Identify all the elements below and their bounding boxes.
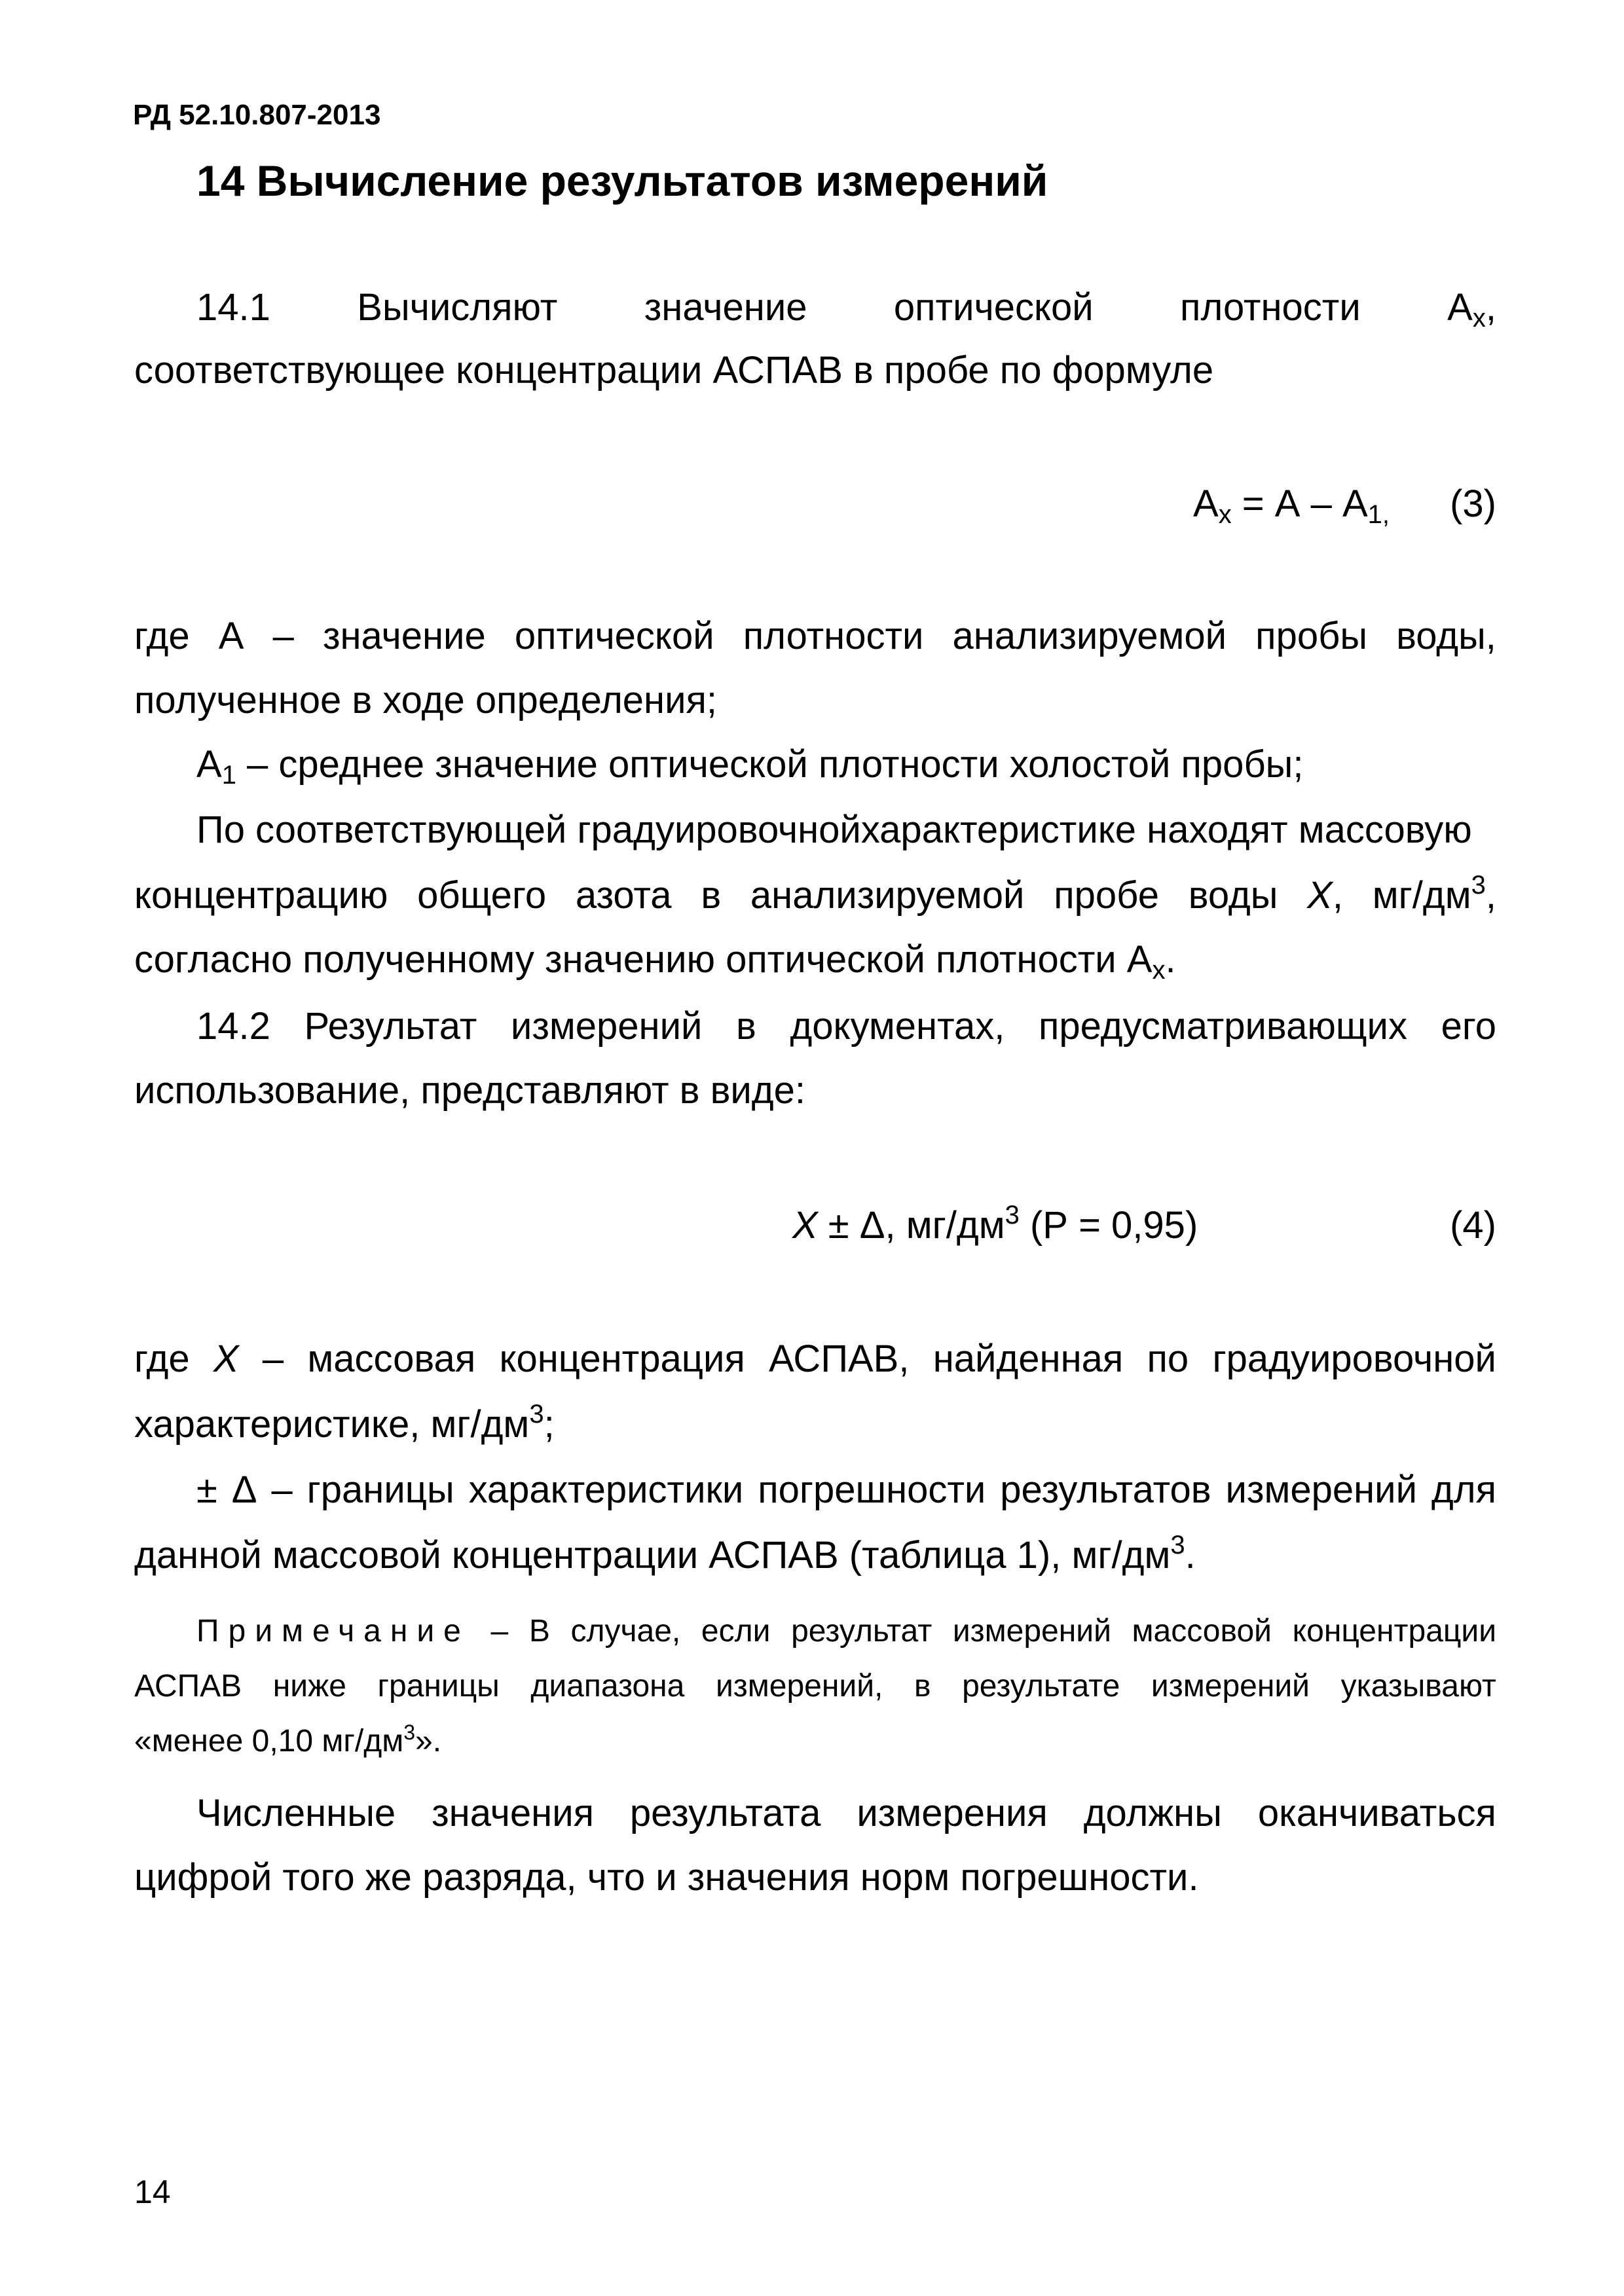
word: массовая: [307, 1338, 476, 1380]
word: АСПАВ,: [769, 1338, 910, 1380]
word: случае,: [570, 1614, 681, 1649]
word: концентрацию: [134, 874, 388, 917]
grad-line-1: [196, 797, 1496, 863]
word: массовой: [1132, 1614, 1272, 1649]
document-code: РД 52.10.807-2013: [133, 99, 381, 131]
word: для: [1431, 1468, 1496, 1511]
page-number: 14: [134, 2174, 171, 2210]
word: результат: [791, 1614, 932, 1649]
where-x-line-2: характеристике, $мг/дм^3$;: [134, 1400, 555, 1446]
word: АСПАВ: [134, 1669, 242, 1704]
word: анализируемой: [750, 874, 1025, 917]
word: Численные: [196, 1792, 396, 1834]
word: концентрации: [1292, 1614, 1496, 1649]
word: найденная: [932, 1338, 1124, 1380]
word: предусматривающих: [1039, 1005, 1407, 1048]
equation-number-4: (4): [1450, 1204, 1496, 1247]
word: –: [272, 615, 294, 657]
word: результате: [962, 1669, 1120, 1704]
word: ±: [196, 1468, 217, 1511]
paragraph-14-2-line-1: [196, 994, 1496, 1059]
word: измерений: [952, 1614, 1111, 1649]
word: пробе: [1054, 874, 1159, 917]
note-line-1: [196, 1604, 1496, 1659]
grad-line-3: согласно полученному значению оптической плотности $А_х$.: [134, 938, 1176, 985]
final-line-1: [196, 1781, 1496, 1846]
note-line-3: «менее 0,10 мг/дм$^3$».: [134, 1721, 442, 1758]
section-title: 14 Вычисление результатов измерений: [196, 156, 1048, 205]
word: концентрация: [499, 1338, 745, 1380]
where-a1-line: $А_1$ – среднее значение оптической плотности холостой пробы;: [196, 743, 1304, 790]
paragraph-14-1-line-1: [196, 275, 1496, 340]
symbol-x: X: [213, 1338, 239, 1380]
word: значения: [432, 1792, 594, 1834]
word: по: [1147, 1338, 1189, 1380]
word: измерения: [857, 1792, 1048, 1834]
word: азота: [575, 874, 672, 917]
paragraph-14-1-line-2: соответствующее концентрации АСПАВ в пробе по формуле: [134, 349, 1214, 392]
word: указывают: [1340, 1669, 1496, 1704]
word: общего: [417, 874, 547, 917]
word: его: [1441, 1005, 1496, 1048]
clause-number: 14.2: [196, 1005, 270, 1048]
word: градуировочной: [1212, 1338, 1496, 1380]
where-delta-line-2: данной массовой концентрации АСПАВ (таблица 1), $мг/дм^3$.: [134, 1531, 1196, 1576]
word: анализируемой: [952, 615, 1227, 657]
word: Δ: [231, 1468, 257, 1511]
note-line-2: [134, 1659, 1496, 1714]
clause-number: 14.1: [196, 286, 270, 329]
word: погрешности: [758, 1468, 986, 1511]
word: границы: [377, 1669, 500, 1704]
word: А: [218, 615, 244, 657]
where-delta-line-1: [196, 1457, 1496, 1523]
word: измерений: [1151, 1669, 1310, 1704]
word: измерений: [1225, 1468, 1417, 1511]
note-label: Примечание: [196, 1614, 470, 1649]
word: оканчиваться: [1257, 1792, 1496, 1834]
word: пробы: [1255, 615, 1367, 657]
where-a-line-1: [134, 604, 1496, 669]
word: в: [701, 874, 722, 917]
word: результатов: [1000, 1468, 1211, 1511]
word: Вычисляют: [357, 286, 558, 329]
where-x-line-1: [134, 1326, 1496, 1392]
word: результата: [629, 1792, 821, 1834]
equation-number-3: (3): [1450, 483, 1496, 525]
grad-line-2: [134, 863, 1496, 928]
symbol-x: X,: [1307, 874, 1343, 917]
word: оптической: [514, 615, 714, 657]
word: где: [134, 615, 190, 657]
word: Результат: [304, 1005, 477, 1048]
where-a-line-2: полученное в ходе определения;: [134, 679, 717, 721]
word: плотности: [743, 615, 924, 657]
word: значение: [322, 615, 486, 657]
word: ниже: [272, 1669, 346, 1704]
word: границы: [306, 1468, 454, 1511]
word: –: [262, 1338, 284, 1380]
formula-3: $А_х = А - А_{1,}$: [1193, 483, 1390, 529]
word: характеристики: [468, 1468, 744, 1511]
text: По соответствующей градуировочнойхарактеристике находят массовую: [196, 809, 1472, 851]
word: измерений: [510, 1005, 703, 1048]
word: значение: [644, 286, 807, 329]
word: в: [913, 1669, 931, 1704]
word: воды: [1188, 874, 1278, 917]
word: В: [528, 1614, 550, 1649]
word: плотности: [1180, 286, 1361, 329]
word: –: [490, 1614, 509, 1649]
symbol-ax: $А_х$,: [1447, 286, 1496, 333]
final-line-2: цифрой того же разряда, что и значения норм погрешности.: [134, 1856, 1199, 1899]
word: диапазона: [530, 1669, 685, 1704]
word: оптической: [893, 286, 1094, 329]
word: измерений,: [715, 1669, 883, 1704]
word: –: [271, 1468, 293, 1511]
word: если: [701, 1614, 771, 1649]
word: должны: [1083, 1792, 1222, 1834]
unit: $мг/дм^3$,: [1372, 871, 1496, 917]
word: где: [134, 1338, 190, 1380]
formula-4: X ± Δ, $мг/дм^3$ (Р = 0,95): [792, 1201, 1198, 1247]
word: документах,: [790, 1005, 1005, 1048]
word: в: [736, 1005, 756, 1048]
word: воды,: [1396, 615, 1496, 657]
paragraph-14-2-line-2: использование, представляют в виде:: [134, 1069, 806, 1112]
